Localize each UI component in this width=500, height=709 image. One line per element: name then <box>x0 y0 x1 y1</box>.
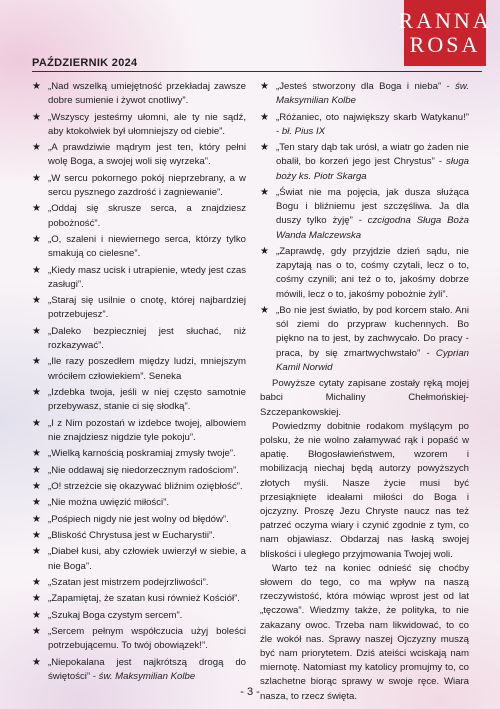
quote-text: „Szukaj Boga czystym sercem”. <box>48 609 183 621</box>
quote-text: „Staraj się usilnie o cnotę, której najbardziej potrzebujesz”. <box>48 295 246 321</box>
star-bullet-icon: ★ <box>32 609 41 621</box>
star-bullet-icon: ★ <box>32 546 41 558</box>
star-bullet-icon: ★ <box>260 304 269 316</box>
quote-item <box>32 592 246 606</box>
star-bullet-icon: ★ <box>32 448 41 460</box>
quote-text: „O! strzeżcie się okazywać bliźnim oziębłość”. <box>48 480 243 492</box>
star-bullet-icon: ★ <box>32 593 41 605</box>
star-bullet-icon: ★ <box>32 233 41 245</box>
quote-text: „Nad wszelką umiejętność przekładaj zawsze dobre sumienie i żywot cnotliwy”. <box>48 81 246 107</box>
quote-item <box>32 464 246 478</box>
star-bullet-icon: ★ <box>32 356 41 368</box>
quote-item <box>32 480 246 494</box>
quote-item <box>260 80 469 108</box>
star-bullet-icon: ★ <box>32 626 41 638</box>
quote-text: „Ile razy poszedłem między ludzi, mniejszym wróciłem człowiekiem”. Seneka <box>48 356 246 382</box>
quote-item <box>32 233 246 261</box>
quote-text: „Diabeł kusi, aby człowiek uwierzył w siebie, a nie Boga”. <box>48 546 246 572</box>
quote-text: „Zapamiętaj, że szatan kusi również Kościół”. <box>48 593 240 605</box>
quote-item <box>32 576 246 590</box>
quote-text: „Daleko bezpieczniej jest słuchać, niż rozkazywać”. <box>48 325 246 351</box>
logo-line-1: RANNA <box>398 8 492 33</box>
star-bullet-icon: ★ <box>32 480 41 492</box>
quote-text: „Szatan jest mistrzem podejrzliwości”. <box>48 577 209 589</box>
quote-item <box>260 141 469 184</box>
quote-item <box>32 172 246 200</box>
star-bullet-icon: ★ <box>260 81 269 92</box>
quote-text: „Różaniec, oto największy skarb Watykanu!” - <box>276 111 469 137</box>
body-paragraph: Powiedzmy dobitnie rodakom myślącym po polsku, że nie wolno załamywać rąk i popaść w apatię. Błogosławieństwem, wzorem i mobilizacją niechaj będą autorzy powyższych złotych myśli. Nasze życie musi być przesiąknięte ideałami miłości do Boga i ojczyzny. Proszę Jezu Chryste naucz nas też patrzeć oczyma wiary i czynić zgodnie z tym, co nam objawiasz. Obdarzaj nas łaską swojej bliskości i uległego przyjmowania Twojej woli. <box>260 420 469 560</box>
quote-item <box>260 304 469 375</box>
quote-attribution: św. Maksymilian Kolbe <box>95 671 196 683</box>
quote-text: „Sercem pełnym współczucia użyj boleści potrzebującemu. To twój obowiązek!”. <box>48 626 246 652</box>
quote-text: „Wszyscy jesteśmy ułomni, ale ty nie sądź, aby ktokolwiek był ułomniejszy od ciebie”. <box>48 111 246 137</box>
quote-item <box>32 80 246 108</box>
star-bullet-icon: ★ <box>32 295 41 307</box>
quote-text: „Jesteś stworzony dla Boga i nieba” - <box>276 81 450 92</box>
quote-item <box>260 186 469 243</box>
quote-text: „Oddaj się skrusze serca, a znajdziesz pobożność”. <box>48 203 246 229</box>
page-title: PAŹDZIERNIK 2024 <box>32 57 138 69</box>
star-bullet-icon: ★ <box>32 172 41 184</box>
star-bullet-icon: ★ <box>32 142 41 154</box>
star-bullet-icon: ★ <box>32 203 41 215</box>
quote-text: „I z Nim pozostań w izdebce twojej, albowiem nie znajdziesz nigdzie tyle pokoju”. <box>48 417 246 443</box>
quote-text: „Nie oddawaj się niedorzecznym radościom”. <box>48 464 239 476</box>
star-bullet-icon: ★ <box>32 264 41 276</box>
quote-item <box>32 447 246 461</box>
star-bullet-icon: ★ <box>32 464 41 476</box>
page-number: - 3 - <box>240 686 260 698</box>
star-bullet-icon: ★ <box>32 417 41 429</box>
quote-attribution: św. Maksymilian Kolbe <box>276 81 469 107</box>
quote-item <box>32 417 246 445</box>
left-column <box>32 80 246 686</box>
quote-text: „A prawdziwie mądrym jest ten, który pełni wolę Boga, a swojej woli się wyrzeka”. <box>48 142 246 168</box>
quote-item <box>32 355 246 383</box>
star-bullet-icon: ★ <box>260 186 269 198</box>
quote-item <box>32 496 246 510</box>
star-bullet-icon: ★ <box>260 142 269 154</box>
quote-attribution: bł. Pius IX <box>279 125 326 137</box>
quote-attribution: sługa boży ks. Piotr Skarga <box>276 156 469 182</box>
quote-text: „Bliskość Chrystusa jest w Eucharystii”. <box>48 530 215 542</box>
quote-text: „Pośpiech nigdy nie jest wolny od błędów”. <box>48 513 229 525</box>
quote-item <box>32 625 246 653</box>
star-bullet-icon: ★ <box>32 325 41 337</box>
quote-item <box>32 202 246 230</box>
quote-item <box>32 529 246 543</box>
quote-item <box>32 386 246 414</box>
quote-item <box>32 513 246 527</box>
quote-item <box>32 545 246 573</box>
header-divider <box>32 71 482 72</box>
quote-text: „Wielką karnością poskramiaj zmysły twoje”. <box>48 448 236 460</box>
star-bullet-icon: ★ <box>32 111 41 123</box>
quote-text: „O, szaleni i niewiernego serca, którzy tylko smakują co cielesne”. <box>48 233 246 260</box>
quote-item <box>32 264 246 292</box>
star-bullet-icon: ★ <box>32 81 41 92</box>
right-column <box>260 80 469 704</box>
star-bullet-icon: ★ <box>260 111 269 123</box>
quote-text: „Kiedy masz ucisk i utrapienie, wtedy jest czas zasługi”. <box>48 264 246 290</box>
quote-text: „Izdebka twoja, jeśli w niej często samotnie przebywasz, stanie ci się słodką”. <box>48 386 246 413</box>
quote-text: „Bo nie jest światło, by pod korcem stało. Ani sól ziemi do przypraw kuchennych. Bo piękno na to jest, by zachwycało. Do pracy - praca, by się zmartwychwstało” - <box>276 304 469 359</box>
star-bullet-icon: ★ <box>32 656 41 668</box>
quote-text: „Nie można uwięzić miłości”. <box>48 497 170 509</box>
star-bullet-icon: ★ <box>32 386 41 398</box>
star-bullet-icon: ★ <box>260 245 269 257</box>
body-paragraph: Powyższe cytaty zapisane zostały ręką mojej babci Michaliny Chełmońskiej-Szczepankowskiej. <box>260 378 469 418</box>
quote-item <box>32 609 246 623</box>
logo-line-2: ROSA <box>409 32 481 57</box>
quote-item <box>32 111 246 139</box>
quote-attribution: Cyprian Kamil Norwid <box>276 347 469 373</box>
quote-item <box>32 656 246 684</box>
star-bullet-icon: ★ <box>32 577 41 589</box>
star-bullet-icon: ★ <box>32 497 41 509</box>
star-bullet-icon: ★ <box>32 530 41 542</box>
ranna-rosa-logo <box>398 0 492 66</box>
quote-text: „Świat nie ma pojęcia, jak dusza służąca Bogu i bliźniemu jest szczęśliwa. Ja dla duszy tylko żyję” <box>276 186 469 227</box>
quote-text: „Zaprawdę, gdy przyjdzie dzień sądu, nie zapytają nas o to, cośmy czytali, lecz o to, cośmy czynili; ani też o to, jakośmy dobrze mówili, lecz o to, jakośmy pobożnie żyli”. <box>276 245 469 300</box>
quote-text: „Ten stary dąb tak urósł, a wiatr go żaden nie obalił, bo korzeń jego jest Chrystus” - <box>276 142 469 168</box>
quote-text: „W sercu pokornego pokój nieprzebrany, a w sercu pysznego zazdrość i zagniewanie”. <box>48 172 246 198</box>
quote-attribution: - czcigodna Sługa Boża Wanda Malczewska <box>276 215 469 241</box>
quote-item <box>260 245 469 302</box>
quote-item <box>32 294 246 322</box>
quote-item <box>260 111 469 139</box>
quote-text: „Niepokalana jest najkrótszą drogą do świętości” - <box>48 656 246 683</box>
quote-item <box>32 141 246 169</box>
quote-item <box>32 325 246 353</box>
star-bullet-icon: ★ <box>32 513 41 525</box>
body-paragraph: Warto też na koniec odnieść się choćby słowem do tego, co ma wpływ na naszą rzeczywistość, która mówiąc wprost jest od lat „tęczowa”. Wiedzmy także, że polityka, to nie zakazany owoc. Trzeba nam likwidować, to co źle wokół nas. Sprawy naszej Ojczyzny muszą być nam priorytetem. Dziś ateiści wciskają nam miernotę. Natomiast my katolicy promujmy to, co szlachetne biorąc sprawy w swoje ręce. Wiara nasza, to rzecz święta. <box>260 562 469 702</box>
